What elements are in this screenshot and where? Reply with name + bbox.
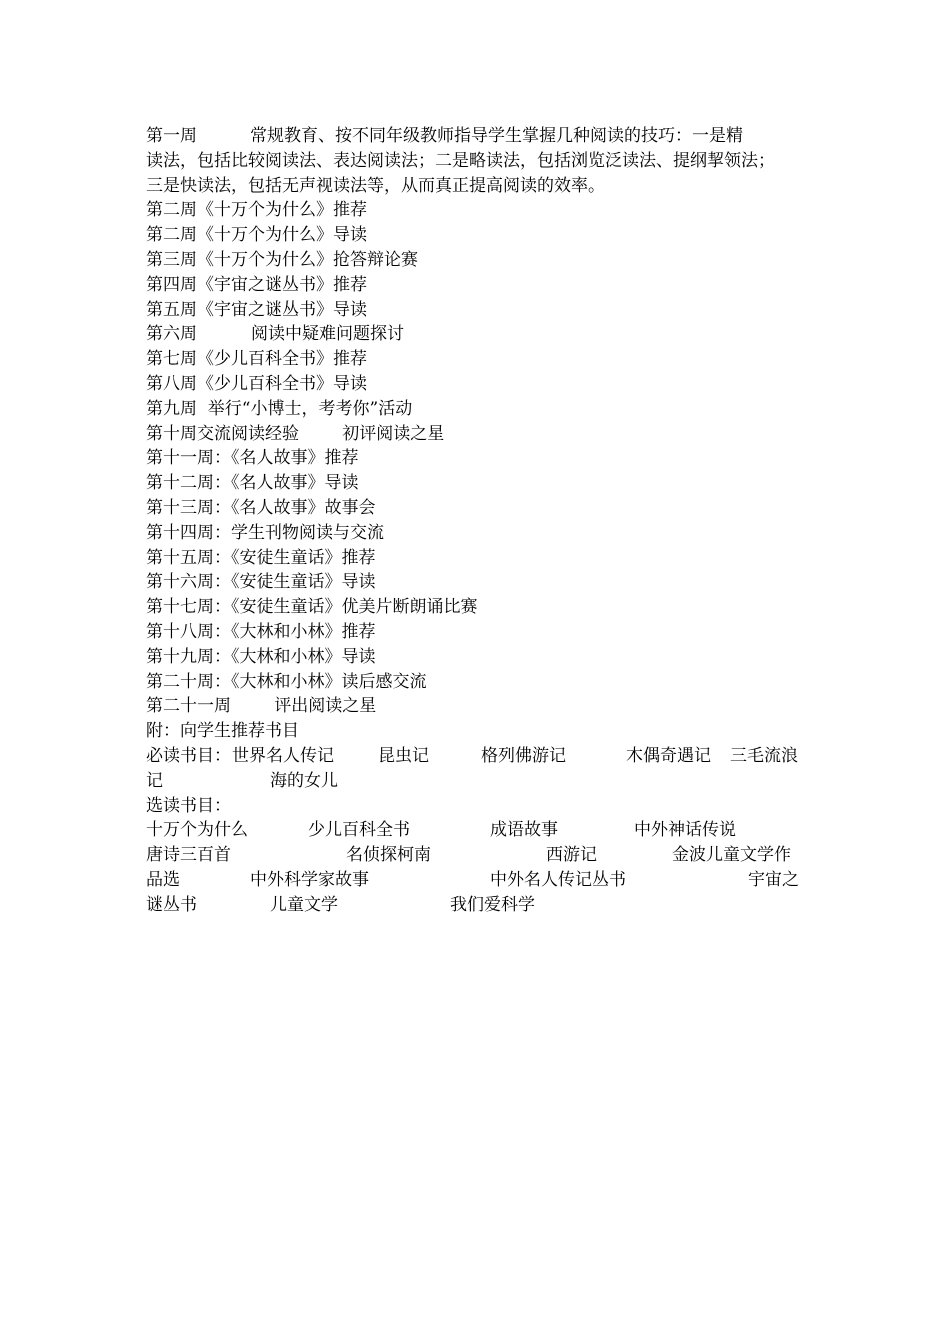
schedule-item: 第二十一周 评出阅读之星 <box>146 696 377 717</box>
book-title: 十万个为什么 <box>146 820 248 841</box>
schedule-item: 第十九周：《大林和小林》导读 <box>146 646 376 667</box>
week1-line2: 读法，包括比较阅读法、表达阅读法；二是略读法，包括浏览泛读法、提纲挈领法； <box>146 150 775 171</box>
book-title: 格列佛游记 <box>481 745 566 766</box>
required-books-line1 <box>146 744 808 769</box>
book-title: 金波儿童文学作 <box>672 845 791 866</box>
schedule-item: 第二十周：《大林和小林》读后感交流 <box>146 671 427 692</box>
schedule-item: 第三周《十万个为什么》抢答辩论赛 <box>146 249 418 270</box>
schedule-item: 第十一周：《名人故事》推荐 <box>146 448 359 469</box>
schedule-item: 第四周《宇宙之谜丛书》推荐 <box>146 274 367 295</box>
schedule-item: 第十五周：《安徒生童话》推荐 <box>146 547 376 568</box>
schedule-item: 第十八周：《大林和小林》推荐 <box>146 621 376 642</box>
book-title: 昆虫记 <box>378 745 429 766</box>
optional-books-row <box>146 868 808 893</box>
book-title: 木偶奇遇记 <box>626 745 711 766</box>
week1-text-1: 常规教育、按不同年级教师指导学生掌握几种阅读的技巧：一是精 <box>250 126 743 146</box>
book-title: 西游记 <box>546 845 597 866</box>
schedule-item: 第十四周：学生刊物阅读与交流 <box>146 522 384 543</box>
schedule-item: 第十三周：《名人故事》故事会 <box>146 497 376 518</box>
book-title: 中外名人传记丛书 <box>490 869 626 890</box>
book-title: 宇宙之 <box>748 869 799 890</box>
book-title: 中外科学家故事 <box>250 869 369 890</box>
schedule-item: 第九周 举行“小博士，考考你”活动 <box>146 398 413 419</box>
schedule-item: 第十二周：《名人故事》导读 <box>146 473 359 494</box>
optional-books-row <box>146 818 808 843</box>
appendix-title: 附：向学生推荐书目 <box>146 721 299 742</box>
schedule-item: 第八周《少儿百科全书》导读 <box>146 373 367 394</box>
book-title: 成语故事 <box>490 820 558 841</box>
book-title: 中外神话传说 <box>634 820 736 841</box>
book-title-cont: 谜丛书 <box>146 894 197 915</box>
schedule-item: 第五周《宇宙之谜丛书》导读 <box>146 299 367 320</box>
book-title-cont: 品选 <box>146 869 180 890</box>
optional-label: 选读书目： <box>146 795 231 816</box>
schedule-item: 第二周《十万个为什么》导读 <box>146 225 367 246</box>
optional-books-row <box>146 893 808 918</box>
required-label: 必读书目： <box>146 745 231 766</box>
schedule-item: 第十七周：《安徒生童话》优美片断朗诵比赛 <box>146 597 478 618</box>
schedule-item: 第六周 阅读中疑难问题探讨 <box>146 324 405 345</box>
book-title: 名侦探柯南 <box>346 845 431 866</box>
week1-line1 <box>146 124 808 149</box>
week1-label: 第一周 <box>146 126 197 146</box>
schedule-item: 第十六周：《安徒生童话》导读 <box>146 572 376 593</box>
book-title: 唐诗三百首 <box>146 845 231 866</box>
book-title: 世界名人传记 <box>232 745 334 766</box>
document-body <box>146 124 808 918</box>
book-title: 海的女儿 <box>270 770 338 791</box>
schedule-item: 第十周交流阅读经验 初评阅读之星 <box>146 423 445 444</box>
required-books-line2 <box>146 769 808 794</box>
book-title-cont: 记 <box>146 770 163 791</box>
schedule-item: 第七周《少儿百科全书》推荐 <box>146 349 367 370</box>
book-title: 三毛流浪 <box>730 745 798 766</box>
book-title: 少儿百科全书 <box>308 820 410 841</box>
book-title: 儿童文学 <box>270 894 338 915</box>
schedule-item: 第二周《十万个为什么》推荐 <box>146 200 367 221</box>
optional-books-row <box>146 843 808 868</box>
week1-line3: 三是快读法，包括无声视读法等，从而真正提高阅读的效率。 <box>146 175 605 196</box>
book-title: 我们爱科学 <box>450 894 535 915</box>
